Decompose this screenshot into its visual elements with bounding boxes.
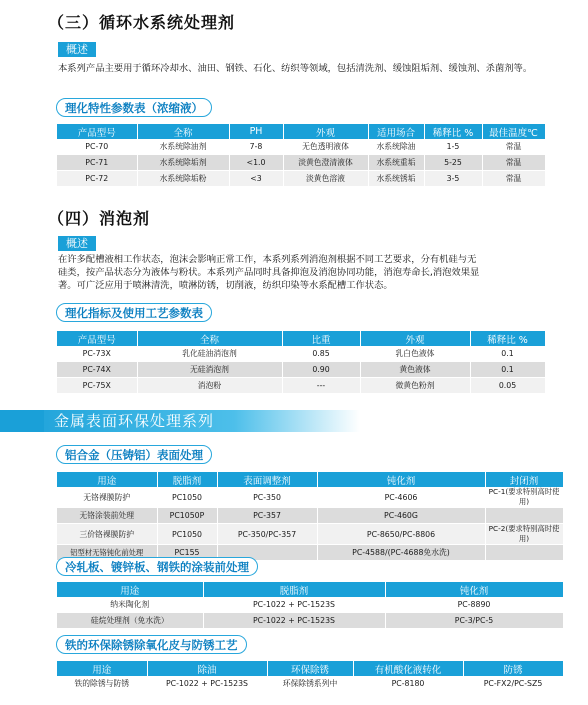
aluminum-table xyxy=(57,472,564,561)
cell: 0.85 xyxy=(282,346,360,362)
table-header-row xyxy=(57,582,563,597)
cold-rolled-section-title: 冷轧板、镀锌板、钢铁的涂装前处理 xyxy=(56,557,258,576)
col-header: 稀释比 % xyxy=(470,331,545,346)
cell: PC-2(要求特别高时使用) xyxy=(485,524,563,545)
cell: 常温 xyxy=(482,171,545,187)
section4-title: （四）消泡剂 xyxy=(48,209,151,228)
cell: 0.1 xyxy=(470,362,545,378)
cell: PC-74X xyxy=(57,362,137,378)
cell: 铝型材无铬钝化前处理 xyxy=(57,545,157,561)
cell: 环保除锈系列中 xyxy=(267,676,353,692)
col-header: 除油 xyxy=(147,661,267,676)
cell: PC-4588/(PC-4688免水洗) xyxy=(317,545,485,561)
cell: PC-1022 + PC-1523S xyxy=(203,613,385,629)
col-header: 表面调整剂 xyxy=(217,472,317,487)
cell: 0.90 xyxy=(282,362,360,378)
cell: 铁的除锈与防锈 xyxy=(57,676,147,692)
cell: PC1050 xyxy=(157,524,217,545)
cell: PC-1022 + PC-1523S xyxy=(147,676,267,692)
cell: PC-8650/PC-8806 xyxy=(317,524,485,545)
table-row xyxy=(57,487,563,508)
cell: 3-5 xyxy=(424,171,482,187)
col-header: 脱脂剂 xyxy=(157,472,217,487)
cell: 淡黄色澄清液体 xyxy=(283,155,368,171)
table-row xyxy=(57,155,545,171)
aluminum-section-title: 铝合金（压铸铝）表面处理 xyxy=(56,445,212,464)
col-header: 有机酸化液转化 xyxy=(353,661,463,676)
table-row xyxy=(57,346,545,362)
col-header: 用途 xyxy=(57,472,157,487)
col-header: 用途 xyxy=(57,661,147,676)
cold-rolled-table xyxy=(57,582,564,629)
cell: 无色透明液体 xyxy=(283,139,368,155)
cell: PC-3/PC-5 xyxy=(385,613,563,629)
cell: 5-25 xyxy=(424,155,482,171)
col-header: 全称 xyxy=(137,331,282,346)
col-header: 产品型号 xyxy=(57,331,137,346)
section3-overview-tag: 概述 xyxy=(58,42,96,57)
cell: 水系统除油 xyxy=(368,139,424,155)
cell: 黄色液体 xyxy=(360,362,470,378)
cell: 无硅消泡剂 xyxy=(137,362,282,378)
col-header: 产品型号 xyxy=(57,124,137,139)
col-header: 最佳温度℃ xyxy=(482,124,545,139)
col-header: 脱脂剂 xyxy=(203,582,385,597)
cell: PC-8890 xyxy=(385,597,563,613)
col-header: 钝化剂 xyxy=(385,582,563,597)
cell: PC-70 xyxy=(57,139,137,155)
cell: 乳白色液体 xyxy=(360,346,470,362)
cell: PC-357 xyxy=(217,508,317,524)
banner-accent xyxy=(0,410,44,432)
table-header-row xyxy=(57,124,545,139)
col-header: PH xyxy=(229,124,283,139)
cell: 水系统除油剂 xyxy=(137,139,229,155)
table-row xyxy=(57,362,545,378)
cell: PC1050P xyxy=(157,508,217,524)
cell: 微黄色粉剂 xyxy=(360,378,470,394)
cell: 消泡粉 xyxy=(137,378,282,394)
cell: PC-FX2/PC-SZ5 xyxy=(463,676,563,692)
col-header: 稀释比 % xyxy=(424,124,482,139)
cell: 三价铬裸膜防护 xyxy=(57,524,157,545)
cell: PC-8180 xyxy=(353,676,463,692)
cell: PC-1(要求特别高时使用) xyxy=(485,487,563,508)
table-row xyxy=(57,676,563,692)
table-row xyxy=(57,597,563,613)
cell: PC-72 xyxy=(57,171,137,187)
cell: 纳米陶化剂 xyxy=(57,597,203,613)
cell: 0.1 xyxy=(470,346,545,362)
cell xyxy=(485,508,563,524)
cell: 硅烷处理剂（免水洗） xyxy=(57,613,203,629)
iron-section-title: 铁的环保除锈除氧化皮与防锈工艺 xyxy=(56,635,247,654)
description-line: 著。可广泛应用于喷淋清洗，喷淋防锈，切削液，纺织印染等水系配槽工作状态。 xyxy=(58,280,393,291)
cell: PC155 xyxy=(157,545,217,561)
cell: PC-350 xyxy=(217,487,317,508)
cell xyxy=(485,545,563,561)
cell: <3 xyxy=(229,171,283,187)
cell: 水系统除垢剂 xyxy=(137,155,229,171)
cell: 淡黄色溶液 xyxy=(283,171,368,187)
section3-title: （三）循环水系统处理剂 xyxy=(48,13,236,32)
col-header: 封闭剂 xyxy=(485,472,563,487)
col-header: 用途 xyxy=(57,582,203,597)
cell: 常温 xyxy=(482,139,545,155)
col-header: 外观 xyxy=(360,331,470,346)
cell: --- xyxy=(282,378,360,394)
section3-param-table xyxy=(57,124,546,187)
section4-table-title: 理化指标及使用工艺参数表 xyxy=(56,303,212,322)
cell: 1-5 xyxy=(424,139,482,155)
table-header-row xyxy=(57,331,545,346)
col-header: 适用场合 xyxy=(368,124,424,139)
cell: 0.05 xyxy=(470,378,545,394)
cell: 乳化硅油消泡剂 xyxy=(137,346,282,362)
table-row xyxy=(57,508,563,524)
cell: PC-71 xyxy=(57,155,137,171)
cell: 水系统重垢 xyxy=(368,155,424,171)
cell: 常温 xyxy=(482,155,545,171)
cell: 水系统锈垢 xyxy=(368,171,424,187)
cell: 无铬裸膜防护 xyxy=(57,487,157,508)
table-row xyxy=(57,171,545,187)
cell: PC-350/PC-357 xyxy=(217,524,317,545)
cell: PC-73X xyxy=(57,346,137,362)
cell: 无铬涂装前处理 xyxy=(57,508,157,524)
col-header: 外观 xyxy=(283,124,368,139)
section4-description xyxy=(58,253,568,292)
cell: 7-8 xyxy=(229,139,283,155)
table-header-row xyxy=(57,472,563,487)
section3-description: 本系列产品主要用于循环冷却水、油田、钢铁、石化、纺织等领域，包括清洗剂、缓蚀阻垢剂、缓蚀剂、杀菌剂等。 xyxy=(58,63,533,74)
section4-param-table xyxy=(57,331,546,394)
cell: PC-4606 xyxy=(317,487,485,508)
series-banner: 金属表面环保处理系列 xyxy=(0,410,360,432)
col-header: 环保除锈 xyxy=(267,661,353,676)
cell: PC-460G xyxy=(317,508,485,524)
cell: PC-75X xyxy=(57,378,137,394)
table-row xyxy=(57,613,563,629)
cell: <1.0 xyxy=(229,155,283,171)
cell: 水系统除垢粉 xyxy=(137,171,229,187)
section3-table-title: 理化特性参数表（浓缩液） xyxy=(56,98,212,117)
section4-overview-tag: 概述 xyxy=(58,236,96,251)
col-header: 全称 xyxy=(137,124,229,139)
description-line: 在许多配槽液相工作状态，泡沫会影响正常工作，本系列系列消泡剂根据不同工艺要求，分有机硅与无 xyxy=(58,254,477,265)
col-header: 防锈 xyxy=(463,661,563,676)
col-header: 钝化剂 xyxy=(317,472,485,487)
table-row xyxy=(57,524,563,545)
table-row xyxy=(57,139,545,155)
table-header-row xyxy=(57,661,563,676)
description-line: 硅类，按产品状态分为液体与粉状。本系列产品同时具备抑泡及消泡协同功能，消泡寿命长,消泡效果显 xyxy=(58,267,480,278)
iron-table xyxy=(57,661,564,692)
table-row xyxy=(57,378,545,394)
col-header: 比重 xyxy=(282,331,360,346)
cell: PC-1022 + PC-1523S xyxy=(203,597,385,613)
cell: PC1050 xyxy=(157,487,217,508)
